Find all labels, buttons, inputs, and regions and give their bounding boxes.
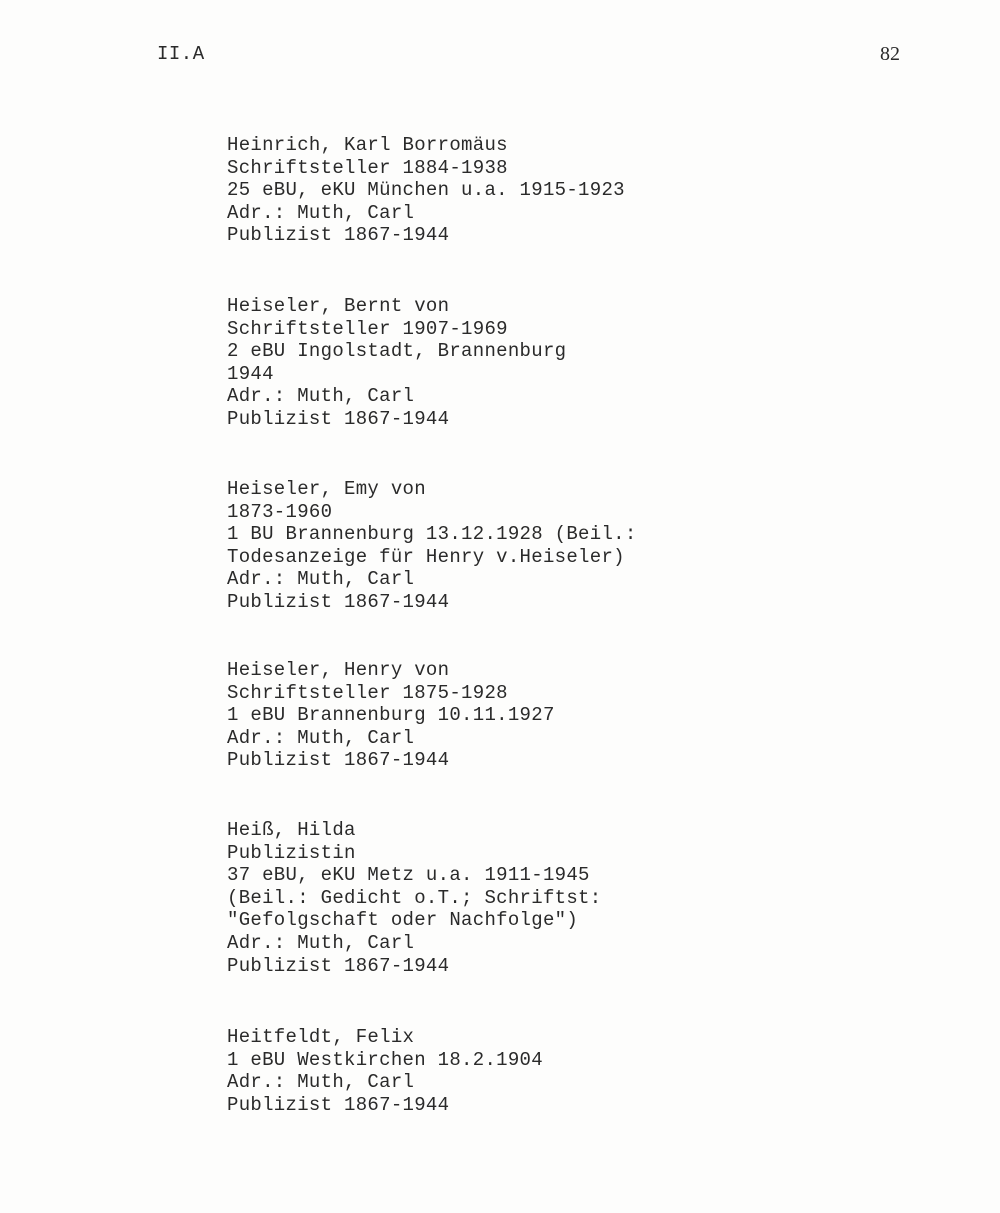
- entry-addressee-info: Publizist 1867-1944: [227, 224, 450, 247]
- entry-holdings: 2 eBU Ingolstadt, Brannenburg: [227, 340, 567, 363]
- entry-name: Heiseler, Emy von: [227, 478, 426, 500]
- entry-holdings: 25 eBU, eKU München u.a. 1915-1923: [227, 179, 625, 202]
- entry-heiseler-emy: [227, 478, 947, 614]
- entry-heiss-hilda: [227, 819, 947, 977]
- page-number: 82: [880, 43, 900, 65]
- entry-addressee: Adr.: Muth, Carl: [227, 385, 415, 408]
- entry-holdings: 1 eBU Brannenburg 10.11.1927: [227, 704, 555, 727]
- entry-heiseler-henry: [227, 659, 947, 772]
- entry-holdings-continued: (Beil.: Gedicht o.T.; Schriftst:: [227, 886, 602, 909]
- entry-heitfeldt-felix: [227, 1026, 947, 1116]
- entry-addressee-info: Publizist 1867-1944: [227, 407, 450, 430]
- entry-occupation: Schriftsteller 1907-1969: [227, 317, 508, 340]
- entry-name: Heinrich, Karl Borromäus: [227, 134, 508, 156]
- entry-addressee-info: Publizist 1867-1944: [227, 590, 450, 613]
- entry-holdings: 1 eBU Westkirchen 18.2.1904: [227, 1048, 543, 1071]
- entry-holdings-continued: 1944: [227, 362, 274, 385]
- entry-addressee: Adr.: Muth, Carl: [227, 931, 415, 954]
- entry-name: Heiseler, Bernt von: [227, 295, 450, 317]
- entry-heiseler-bernt: [227, 295, 947, 431]
- section-label: II.A: [157, 43, 205, 65]
- entry-occupation: Schriftsteller 1884-1938: [227, 156, 508, 179]
- entry-holdings-continued: Todesanzeige für Henry v.Heiseler): [227, 545, 625, 568]
- entry-name: Heitfeldt, Felix: [227, 1026, 415, 1048]
- entry-name: Heiß, Hilda: [227, 819, 356, 841]
- entry-addressee: Adr.: Muth, Carl: [227, 568, 415, 591]
- entry-addressee: Adr.: Muth, Carl: [227, 1071, 415, 1094]
- entry-addressee-info: Publizist 1867-1944: [227, 749, 450, 772]
- entry-addressee: Adr.: Muth, Carl: [227, 201, 415, 224]
- entry-holdings: 1 BU Brannenburg 13.12.1928 (Beil.:: [227, 523, 637, 546]
- entry-occupation: Schriftsteller 1875-1928: [227, 681, 508, 704]
- entry-addressee: Adr.: Muth, Carl: [227, 726, 415, 749]
- entry-holdings-continued: "Gefolgschaft oder Nachfolge"): [227, 909, 579, 932]
- entry-occupation: Publizistin: [227, 841, 356, 864]
- entry-dates: 1873-1960: [227, 500, 333, 523]
- entry-addressee-info: Publizist 1867-1944: [227, 954, 450, 977]
- entry-name: Heiseler, Henry von: [227, 659, 450, 681]
- entry-heinrich-karl: [227, 134, 947, 247]
- entry-addressee-info: Publizist 1867-1944: [227, 1093, 450, 1116]
- entry-holdings: 37 eBU, eKU Metz u.a. 1911-1945: [227, 864, 590, 887]
